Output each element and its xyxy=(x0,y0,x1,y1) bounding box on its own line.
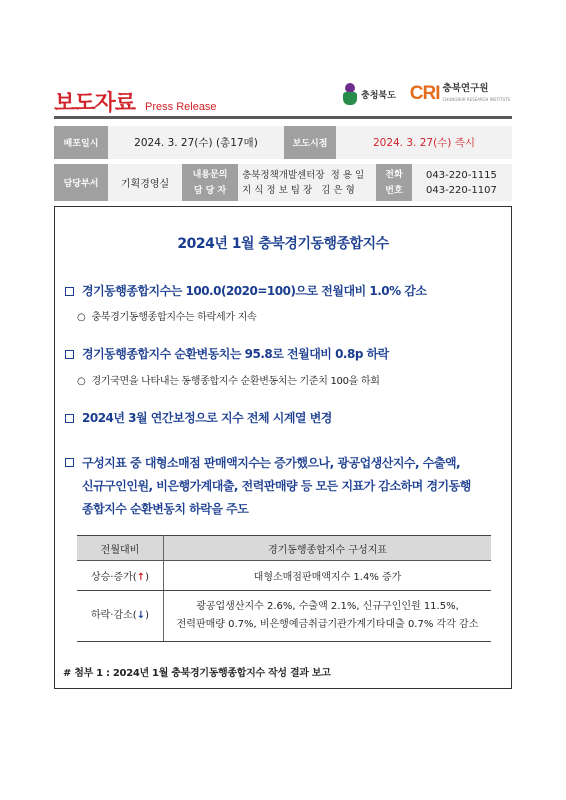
content-box xyxy=(54,206,512,689)
summary-point-4-line1: 구성지표 중 대형소매점 판매액지수는 증가했으나, 광공업생산지수, 수출액, xyxy=(82,456,461,470)
distribution-label: 배포일시 xyxy=(54,126,108,159)
cri-logo-mark: CRI xyxy=(409,83,440,104)
decrease-label-text: 하락·감소( xyxy=(90,610,137,621)
arrow-down-icon: ↓ xyxy=(136,610,146,621)
phone-number-2: 043-220-1107 xyxy=(426,184,497,196)
chungbuk-logo xyxy=(343,83,396,105)
table-header-indicators: 경기동행종합지수 구성지표 xyxy=(164,536,492,561)
summary-point-1-sub-text: 충북경기동행종합지수는 하락세가 지속 xyxy=(91,312,257,323)
contact-person-1: 충북정책개발센터장 정 용 일 xyxy=(242,169,365,181)
department-label: 담당부서 xyxy=(54,164,108,201)
summary-point-4-text xyxy=(82,452,471,521)
decrease-label xyxy=(77,591,164,642)
decrease-label-close: ) xyxy=(145,610,150,621)
contact-person-2: 지 식 정 보 팀 장 김 은 형 xyxy=(242,184,355,196)
phone-label-line2: 번호 xyxy=(385,185,403,196)
checkbox-square-icon xyxy=(65,414,74,423)
phone-number-1: 043-220-1115 xyxy=(426,169,497,181)
table-header-month: 전월대비 xyxy=(77,536,164,561)
arrow-up-icon: ↑ xyxy=(136,572,146,583)
circle-bullet-icon: ○ xyxy=(77,312,86,323)
indicator-table xyxy=(77,535,491,642)
title-subtitle: Press Release xyxy=(145,101,217,113)
increase-label-text: 상승·증가( xyxy=(90,572,137,583)
phone-label xyxy=(376,164,412,201)
decrease-value-line2: 전력판매량 0.7%, 비은행예금취급기관가계기타대출 0.7% 각각 감소 xyxy=(176,619,479,630)
logos xyxy=(343,83,510,105)
contact-label-line2: 담 당 자 xyxy=(193,185,227,196)
table-header-row xyxy=(77,536,491,561)
summary-point-2-sub-text: 경기국면을 나타내는 동행종합지수 순환변동치는 기준치 100을 하회 xyxy=(91,376,380,387)
summary-point-2-text: 경기동행종합지수 순환변동치는 95.8로 전월대비 0.8p 하락 xyxy=(82,347,389,361)
summary-point-3 xyxy=(65,411,332,426)
contact-label-line1: 내용문의 xyxy=(192,169,228,180)
summary-point-1-sub xyxy=(77,308,256,323)
attachment-note: # 첨부 1 : 2024년 1월 충북경기동행종합지수 작성 결과 보고 xyxy=(63,668,331,679)
summary-point-3-text: 2024년 3월 연간보정으로 지수 전체 시계열 변경 xyxy=(82,411,332,425)
summary-point-1-text: 경기동행종합지수는 100.0(2020=100)으로 전월대비 1.0% 감소 xyxy=(82,284,427,298)
department-value: 기획경영실 xyxy=(120,179,170,190)
cri-logo-name: 충북연구원 xyxy=(442,83,489,94)
summary-point-4-line2: 신규구인인원, 비은행가계대출, 전력판매량 등 모든 지표가 감소하며 경기동행 xyxy=(82,479,471,493)
press-release-title xyxy=(54,86,217,117)
summary-point-4 xyxy=(65,452,471,521)
embargo-value: 2024. 3. 27(수) 즉시 xyxy=(372,137,476,149)
summary-point-4-line3: 종합지수 순환변동치 하락을 주도 xyxy=(82,502,249,516)
decrease-value xyxy=(164,591,492,642)
cri-logo-english: CHUNGBUK RESEARCH INSTITUTE xyxy=(442,97,511,102)
checkbox-square-icon xyxy=(65,458,74,467)
increase-label-close: ) xyxy=(145,572,150,583)
table-row xyxy=(77,591,491,642)
summary-point-2 xyxy=(65,347,389,362)
contact-persons xyxy=(238,164,376,201)
document-title: 2024년 1월 충북경기동행종합지수 xyxy=(177,236,389,252)
contact-row xyxy=(54,164,512,201)
header-divider xyxy=(54,116,512,119)
phone-label-line1: 전화 xyxy=(385,169,403,180)
circle-bullet-icon: ○ xyxy=(77,376,86,387)
summary-point-2-sub xyxy=(77,372,380,387)
contact-label xyxy=(182,164,238,201)
cri-logo-text xyxy=(443,83,511,105)
summary-point-1 xyxy=(65,284,427,299)
phone-numbers xyxy=(412,164,512,201)
increase-label xyxy=(77,561,164,591)
checkbox-square-icon xyxy=(65,287,74,296)
checkbox-square-icon xyxy=(65,350,74,359)
embargo-label: 보도시점 xyxy=(284,126,336,159)
cri-logo xyxy=(410,83,511,105)
chungbuk-logo-text: 충청북도 xyxy=(361,90,396,101)
decrease-value-line1: 광공업생산지수 2.6%, 수출액 2.1%, 신규구인인원 11.5%, xyxy=(196,601,459,612)
table-row xyxy=(77,561,491,591)
title-main: 보도자료 xyxy=(54,91,136,116)
distribution-row xyxy=(54,126,512,159)
distribution-value: 2024. 3. 27(수) (총17매) xyxy=(134,137,258,149)
chungbuk-emblem-icon xyxy=(343,83,357,105)
increase-value: 대형소매점판매액지수 1.4% 증가 xyxy=(164,561,492,591)
